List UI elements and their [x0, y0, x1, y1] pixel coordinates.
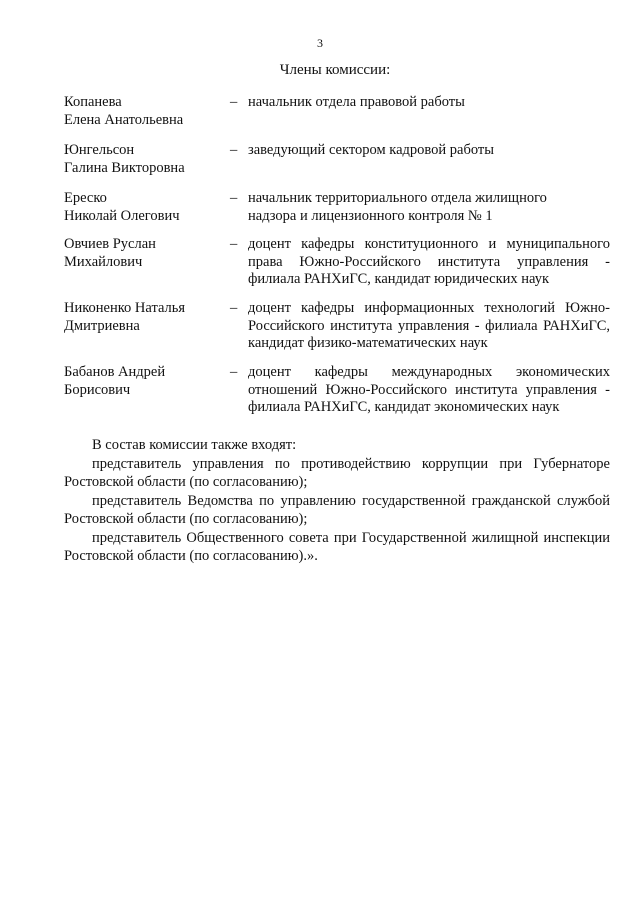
member-position: начальник территориального отдела жилищного надзора и лицензионного контроля № 1 — [248, 190, 547, 224]
additional-member-item: представитель Ведомства по управлению государственной гражданской службой Ростовской области (по согласованию); — [64, 492, 610, 527]
member-name: Юнгельсон Галина Викторовна — [64, 142, 185, 176]
member-name: Ереско Николай Олегович — [64, 190, 180, 224]
dash-separator: – — [230, 190, 238, 206]
member-row — [64, 236, 610, 300]
dash-separator: – — [230, 94, 238, 110]
member-position: начальник отдела правовой работы — [248, 94, 465, 110]
member-position: доцент кафедры международных экономических отношений Южно-Российского института управления - филиала РАНХиГС, кандидат экономических наук — [248, 364, 610, 416]
additional-members-intro: В состав комиссии также входят: — [92, 437, 297, 453]
section-title: Члены комиссии: — [279, 62, 391, 78]
dash-separator: – — [230, 364, 238, 380]
member-row — [64, 142, 610, 190]
member-position: доцент кафедры информационных технологий Южно-Российского института управления - филиала РАНХиГС, кандидат физико-математических наук — [248, 300, 610, 352]
dash-separator: – — [230, 236, 238, 252]
member-name: Копанева Елена Анатольевна — [64, 94, 184, 128]
member-row — [64, 94, 610, 142]
additional-member-item: представитель Общественного совета при Государственной жилищной инспекции Ростовской области (по согласованию).». — [64, 529, 610, 564]
dash-separator: – — [230, 142, 238, 158]
members-list — [64, 94, 610, 428]
member-position: доцент кафедры конституционного и муниципального права Южно-Российского института управления - филиала РАНХиГС, кандидат юридических наук — [248, 236, 610, 288]
member-row — [64, 190, 610, 236]
additional-member-item: представитель управления по противодействию коррупции при Губернаторе Ростовской области (по согласованию); — [64, 455, 610, 490]
member-position: заведующий сектором кадровой работы — [248, 142, 494, 158]
member-row — [64, 364, 610, 428]
page-number: 3 — [317, 36, 323, 50]
dash-separator: – — [230, 300, 238, 316]
member-row — [64, 300, 610, 364]
member-name: Овчиев Руслан Михайлович — [64, 236, 156, 270]
member-name: Никоненко Наталья Дмитриевна — [64, 300, 186, 334]
additional-members — [64, 436, 610, 566]
member-name: Бабанов Андрей Борисович — [64, 364, 166, 398]
